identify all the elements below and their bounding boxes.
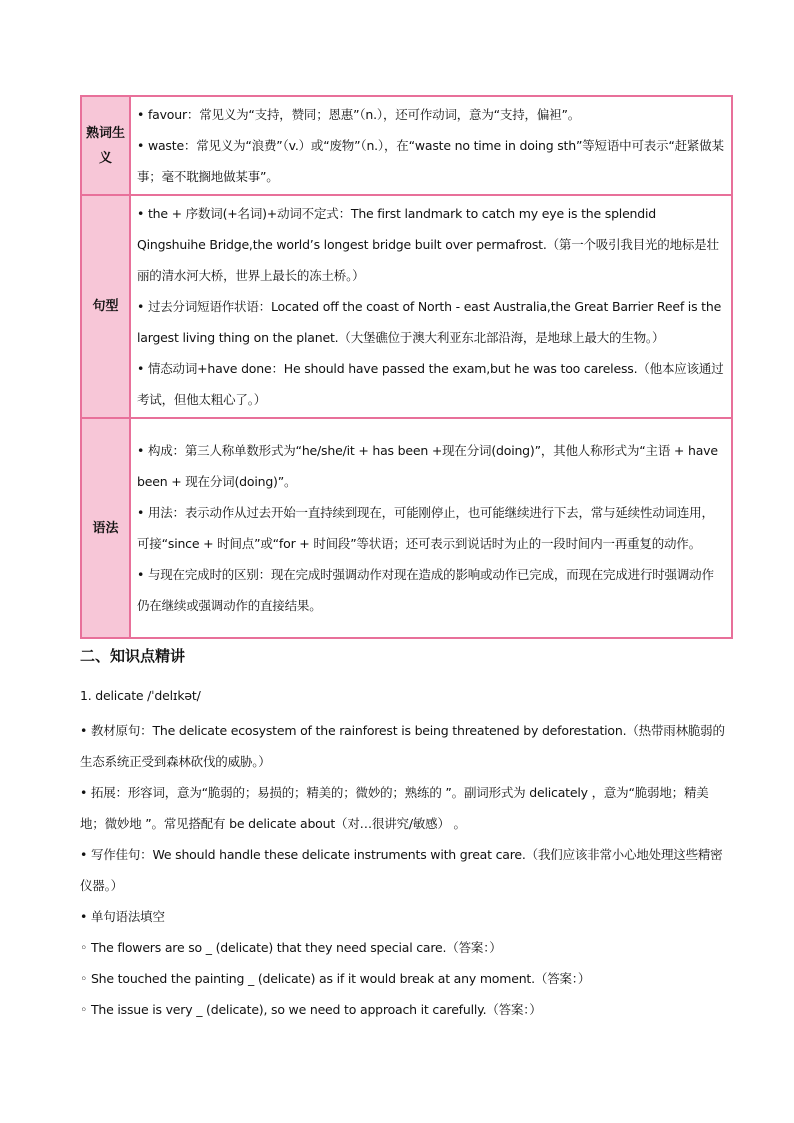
table-row (81, 195, 732, 418)
list-item: • favour：常见义为“支持，赞同；恩惠”（n.），还可作动词，意为“支持，偏袒”。 (137, 107, 581, 122)
list-item: • 单句语法填空 (80, 909, 165, 924)
table-row (81, 418, 732, 638)
list-item: • 与现在完成时的区别：现在完成时强调动作对现在造成的影响或动作已完成，而现在完成进行时强调动作仍在继续或强调动作的直接结果。 (137, 567, 714, 613)
list-item: ◦ The flowers are so _ (delicate) that they need special care.（答案：） (80, 940, 502, 955)
list-item: ◦ She touched the painting _ (delicate) as if it would break at any moment.（答案：） (80, 971, 591, 986)
row-label: 句型 (81, 195, 130, 418)
table-row (81, 96, 732, 195)
list-item: ◦ The issue is very _ (delicate), so we need to approach it carefully.（答案：） (80, 1002, 542, 1017)
list-item: • 情态动词+have done：He should have passed the exam,but he was too careless.（他本应该通过考试，但他太粗心了。） (137, 361, 724, 407)
list-item: • 构成：第三人称单数形式为“he/she/it + has been +现在分词(doing)”，其他人称形式为“主语 + have been + 现在分词(doing)”。 (137, 443, 718, 489)
row-content (130, 96, 732, 195)
list-item: • the + 序数词(+名词)+动词不定式：The first landmark to catch my eye is the splendid Qingshuihe Bridge,the world’s longest bridge built over permafrost.（第一个吸引我目光的地标是壮丽的清水河大桥，世界上最长的冻土桥。） (137, 206, 719, 283)
list-item: • 写作佳句：We should handle these delicate instruments with great care.（我们应该非常小心地处理这些精密仪器。） (80, 847, 723, 893)
list-item: • waste：常见义为“浪费”（v.）或“废物”（n.），在“waste no time in doing sth”等短语中可表示“赶紧做某事；毫不耽搁地做某事”。 (137, 138, 724, 184)
list-item: • 用法：表示动作从过去开始一直持续到现在，可能刚停止，也可能继续进行下去，常与延续性动词连用，可接“since + 时间点”或“for + 时间段”等状语；还可表示到说话时为止的一段时间内一再重复的动作。 (137, 505, 714, 551)
row-label: 语法 (81, 418, 130, 638)
list-item: • 教材原句：The delicate ecosystem of the rainforest is being threatened by deforestation.（热带雨林脆弱的生态系统正受到森林砍伐的威胁。） (80, 723, 725, 769)
word-heading: 1. delicate /ˈdelɪkət/ (80, 688, 201, 703)
list-item: • 拓展：形容词，意为“脆弱的；易损的；精美的；微妙的；熟练的 ”。副词形式为 delicately ，意为“脆弱地；精美地；微妙地 ”。常见搭配有 be delicate about（对…很讲究/敏感） 。 (80, 785, 709, 831)
explanation-list (80, 715, 730, 1025)
row-content (130, 195, 732, 418)
list-item: • 过去分词短语作状语：Located off the coast of North - east Australia,the Great Barrier Reef is the largest living thing on the planet.（大堡礁位于澳大利亚东北部沿海，是地球上最大的生物。） (137, 299, 722, 345)
row-content (130, 418, 732, 638)
knowledge-table (80, 95, 733, 639)
section-title: 二、知识点精讲 (80, 647, 186, 665)
row-label: 熟词生义 (81, 96, 130, 195)
